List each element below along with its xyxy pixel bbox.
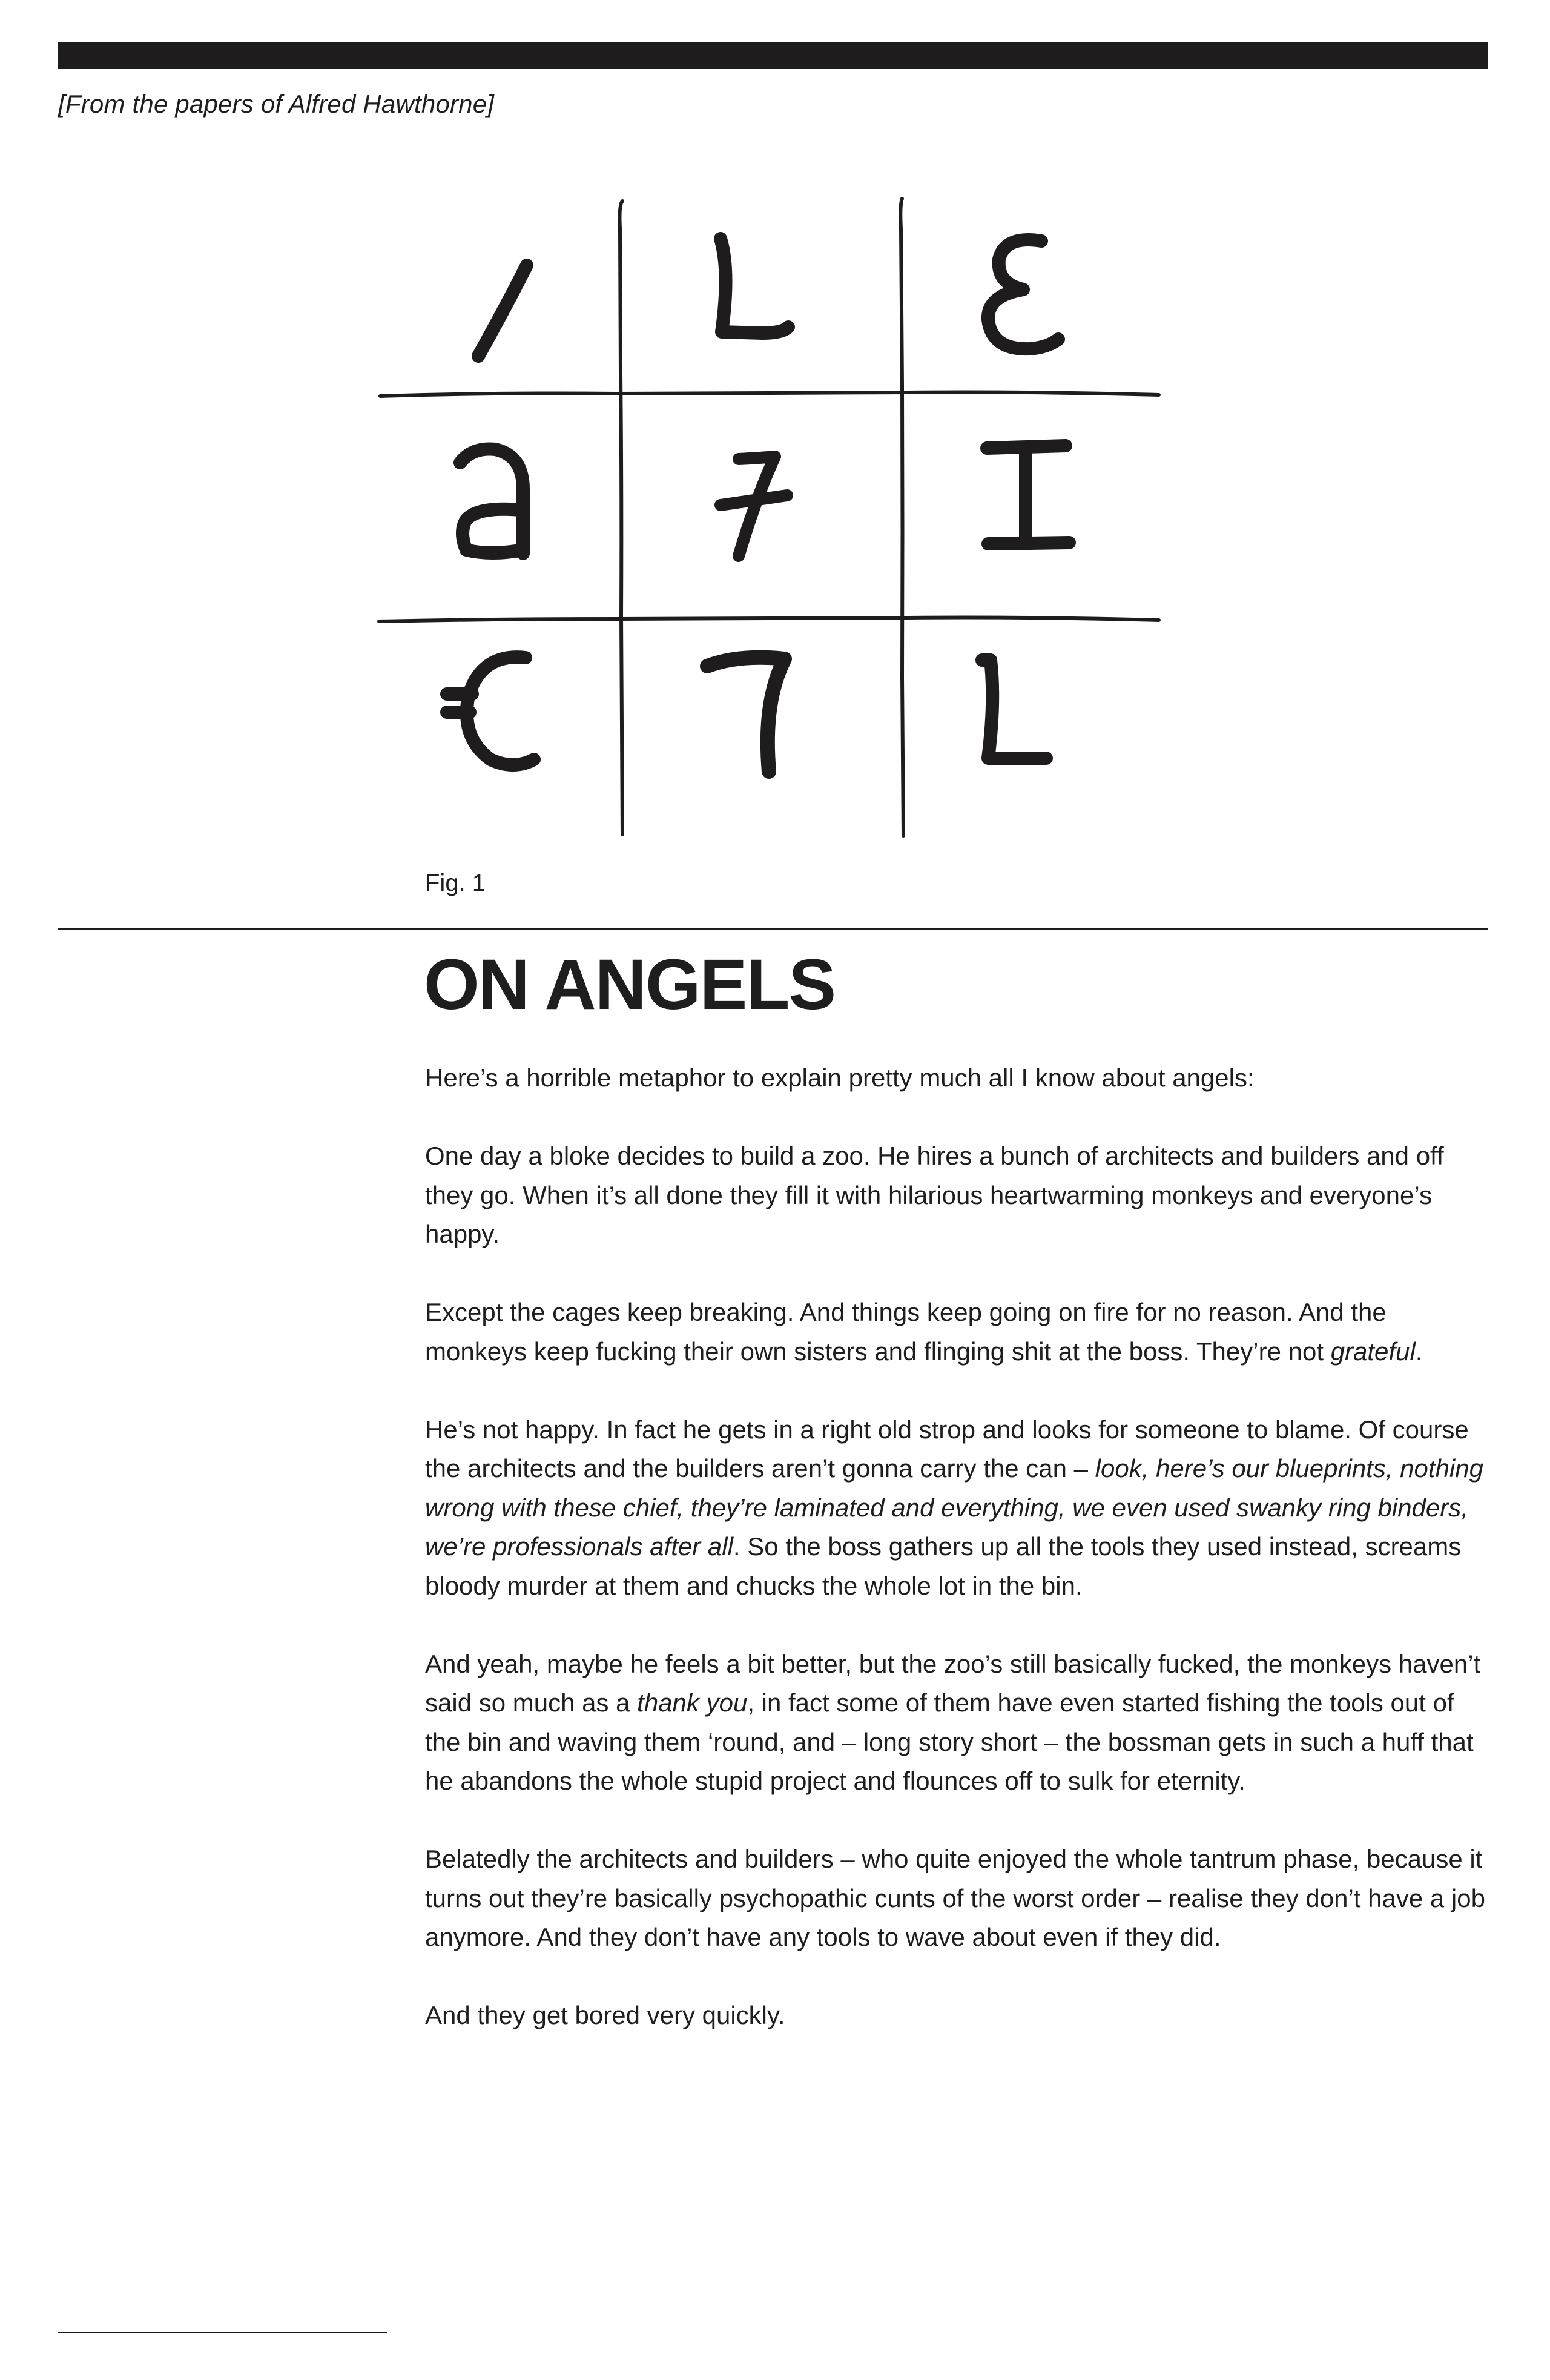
article-title: ON ANGELS <box>424 945 836 1025</box>
source-note: [From the papers of Alfred Hawthorne] <box>58 90 495 118</box>
glyph-seven-stroke <box>721 457 787 556</box>
paragraph-text: . <box>1415 1337 1423 1366</box>
emphasis-text: look, here’s our blueprints, nothing wrong with these chief, they’re laminated and everything, we even used swanky ring binders, we’re professionals after all <box>425 1454 1483 1561</box>
footnote-rule <box>58 2332 388 2333</box>
paragraph-4 <box>425 1410 1491 1606</box>
paragraph-7 <box>425 1996 1491 2035</box>
figure-cipher-grid <box>375 193 1162 841</box>
cipher-grid-illustration <box>375 193 1162 841</box>
grid-line-h2 <box>379 618 1159 622</box>
emphasis-text: grateful <box>1330 1337 1416 1366</box>
paragraph-text: Except the cages keep breaking. And things keep going on fire for no reason. And the monkeys keep fucking their own sisters and flinging shit at the boss. They’re not <box>425 1298 1387 1366</box>
paragraph-text: , in fact some of them have even started fishing the tools out of the bin and waving them ‘round, and – long story short – the bossman gets in such a huff that he abandons the whole stupid project and flounces off to sulk for eternity. <box>425 1688 1474 1795</box>
top-bar <box>58 42 1488 69</box>
glyph-iota <box>987 446 1069 544</box>
article-body <box>425 1059 1491 2074</box>
glyph-l <box>721 239 788 333</box>
paragraph-text: And they get bored very quickly. <box>425 2001 785 2029</box>
paragraph-text: Belatedly the architects and builders – who quite enjoyed the whole tantrum phase, because it turns out they’re basically psychopathic cunts of the worst order – realise they don’t have a job anymore. And they don’t have any tools to wave about even if they did. <box>425 1845 1485 1951</box>
paragraph-5 <box>425 1645 1491 1801</box>
paragraph-3 <box>425 1293 1491 1371</box>
glyph-small-l <box>982 660 1046 758</box>
paragraph-text: One day a bloke decides to build a zoo. He hires a bunch of architects and builders and off they go. When it’s all done they fill it with hilarious heartwarming monkeys and everyone’s happy. <box>425 1142 1444 1248</box>
paragraph-text: . So the boss gathers up all the tools they used instead, screams bloody murder at them and chucks the whole lot in the bin. <box>425 1532 1462 1600</box>
grid-line-v2 <box>900 199 903 836</box>
glyph-slash <box>478 265 527 356</box>
grid-line-h1 <box>380 392 1159 397</box>
paragraph-text: And yeah, maybe he feels a bit better, but the zoo’s still basically fucked, the monkeys haven’t said so much as a <box>425 1649 1481 1717</box>
figure-caption: Fig. 1 <box>425 870 486 896</box>
paragraph-2 <box>425 1137 1491 1254</box>
section-divider <box>58 928 1488 930</box>
emphasis-text: thank you <box>637 1688 748 1717</box>
paragraph-6 <box>425 1840 1491 1957</box>
paragraph-1 <box>425 1059 1491 1098</box>
glyph-seven <box>707 658 785 772</box>
glyph-c <box>447 657 534 765</box>
glyph-epsilon <box>988 240 1058 349</box>
paragraph-text: He’s not happy. In fact he gets in a right old strop and looks for someone to blame. Of course the architects and the builders aren’t gonna carry the can – <box>425 1415 1469 1483</box>
grid-line-v1 <box>620 201 623 835</box>
glyph-schwa <box>460 449 523 554</box>
paragraph-text: Here’s a horrible metaphor to explain pretty much all I know about angels: <box>425 1063 1255 1092</box>
